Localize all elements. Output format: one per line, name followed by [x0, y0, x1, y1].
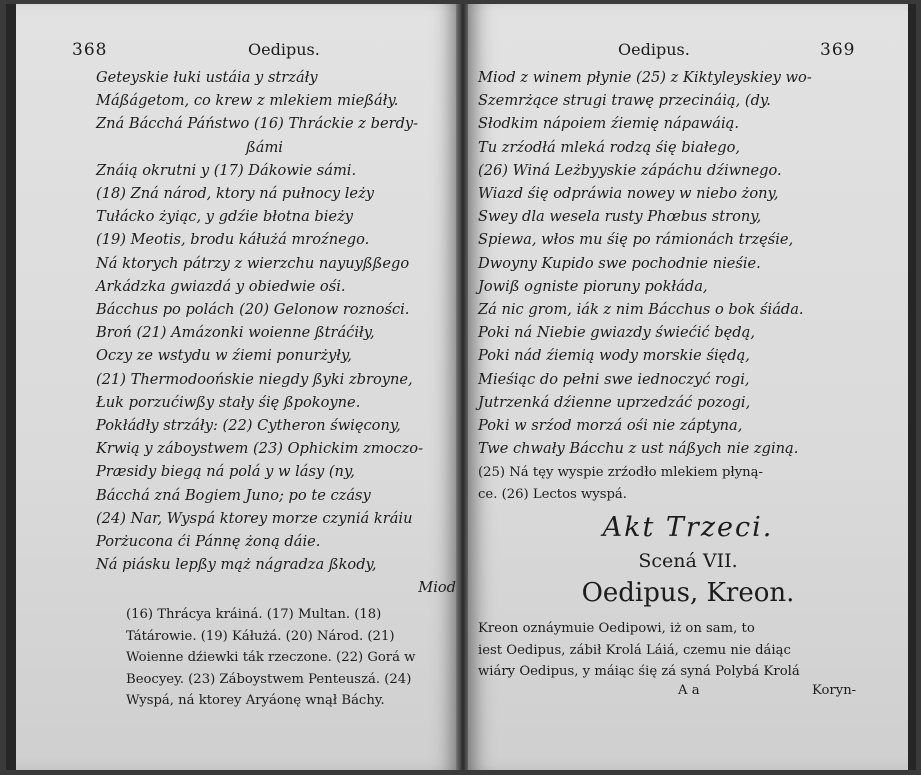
- text-line: Broń (21) Amázonki woienne ßtráćiły,: [96, 324, 375, 342]
- text-line: Mieśiąc do pełni swe iednoczyć rogi,: [478, 370, 750, 388]
- text-line: Swey dla wesela rusty Phœbus strony,: [478, 208, 762, 226]
- text-line: Twe chwały Bácchu z ust náßych nie zginą.: [478, 440, 799, 458]
- catchword: Koryn-: [812, 683, 857, 698]
- running-head-left: Oedipus.: [248, 40, 320, 59]
- text-line: Poki w srźod morzá ośi nie záptyna,: [478, 417, 743, 435]
- text-line: Woienne dźiewki ták rzeczone. (22) Gorá w: [126, 650, 416, 665]
- text-line: Zá nic grom, iák z nim Bácchus o bok śiáda.: [478, 301, 804, 319]
- text-line: (25) Ná tęy wyspie zrźodło mlekiem płyną-: [478, 465, 763, 480]
- verse-block-right: [478, 66, 838, 460]
- text-line: (24) Nar, Wyspá ktorey morze czyniá kráiu: [96, 509, 413, 527]
- verse-block-left: [96, 66, 456, 600]
- signature-mark: A a: [678, 683, 700, 698]
- text-line: Pokłádły strzáły: (22) Cytheron święcony,: [96, 417, 401, 435]
- text-line: Miod: [418, 579, 456, 597]
- text-line: ce. (26) Lectos wyspá.: [478, 486, 627, 502]
- text-line: (21) Thermodoońskie niegdy ßyki zbroyne,: [96, 370, 413, 388]
- text-line: Wyspá, ná ktorey Aryáonę wnął Báchy.: [126, 693, 385, 708]
- text-line: Tułácko żyiąc, y gdźie błotna bieży: [96, 208, 354, 226]
- text-line: Szemrżące strugi trawę przecináią, (dy.: [478, 92, 771, 110]
- left-page: [16, 4, 458, 770]
- text-line: Bácchus po polách (20) Gelonow rozności.: [96, 301, 410, 319]
- page-number-right: 369: [820, 40, 856, 60]
- text-line: Krwią y záboystwem (23) Ophickim zmoczo-: [96, 440, 424, 458]
- text-line: (19) Meotis, brodu káłużá mroźnego.: [96, 231, 370, 249]
- text-line: Wiazd śię odpráwia nowey w niebo żony,: [478, 185, 779, 203]
- text-line: Kreon oznáymuie Oedipowi, iż on sam, to: [478, 621, 755, 636]
- scene-number: Scená VII.: [638, 550, 738, 572]
- text-line: wiáry Oedipus, y máiąc śię zá syná Polybá Krolá: [478, 664, 800, 679]
- text-line: Ná piásku lepßy mąż nágradza ßkody,: [96, 556, 377, 574]
- text-line: Zná Bácchá Páństwo (16) Thráckie z berdy-: [96, 115, 419, 133]
- text-line: Poki ná Niebie gwiazdy świećić będą,: [478, 324, 755, 342]
- text-line: Bácchá zná Bogiem Juno; po te czásy: [96, 486, 371, 504]
- text-line: Tu zrźodłá mleká rodzą śię białego,: [478, 138, 741, 156]
- text-line: (16) Thrácya kráiná. (17) Multan. (18): [126, 607, 382, 622]
- running-head-right: Oedipus.: [618, 40, 690, 59]
- text-line: Arkádzka gwiazdá y obiedwie ośi.: [96, 277, 346, 295]
- text-line: iest Oedipus, zábił Krolá Láiá, czemu nie dáiąc: [478, 642, 791, 658]
- text-line: Miod z winem płynie (25) z Kiktyleyskiey wo-: [478, 69, 812, 86]
- scene-persons: Oedipus, Kreon.: [581, 578, 795, 608]
- book-spread: [6, 4, 916, 770]
- text-line: Tátárowie. (19) Káłużá. (20) Národ. (21): [126, 628, 395, 644]
- text-line: (18) Zná národ, ktory ná pułnocy leży: [96, 185, 375, 203]
- act-title: Akt Trzeci.: [602, 512, 774, 543]
- text-line: Dwoyny Kupido swe pochodnie nieśie.: [478, 254, 761, 272]
- footnotes-left: [126, 604, 456, 712]
- text-line: ßámi: [246, 138, 283, 156]
- text-line: Poki nád źiemią wody morskie śiędą,: [478, 347, 750, 365]
- text-line: Znáią okrutni y (17) Dákowie sámi.: [96, 161, 357, 179]
- text-line: Ná ktorych pátrzy z wierzchu nayuyßßego: [96, 254, 410, 272]
- page-number-left: 368: [72, 40, 108, 60]
- text-line: (26) Winá Leżbyyskie zápáchu dźiwnego.: [478, 161, 782, 179]
- text-line: Słodkim nápoiem źiemię nápawáią.: [478, 115, 739, 133]
- text-line: Oczy ze wstydu w źiemi ponurżyły,: [96, 347, 352, 365]
- text-line: Jutrzenká dźienne uprzedzáć pozogi,: [478, 393, 751, 411]
- scene-summary: [478, 618, 898, 683]
- text-line: Beocyey. (23) Záboystwem Penteuszá. (24): [126, 671, 412, 687]
- text-line: Łuk porzućiwßy stały śię ßpokoyne.: [96, 393, 361, 411]
- right-page: [468, 4, 908, 770]
- footnotes-right: [478, 462, 898, 505]
- text-line: Máßágetom, co krew z mlekiem mießáły.: [96, 92, 399, 110]
- text-line: Geteyskie łuki ustáia y strzáły: [96, 69, 318, 86]
- text-line: Præsidy biegą ná polá y w lásy (ny,: [96, 463, 355, 481]
- text-line: Spiewa, włos mu śię po rámionách trzęśie,: [478, 231, 794, 249]
- text-line: Jowiß ogniste pioruny pokłáda,: [478, 277, 708, 295]
- text-line: Porżucona ći Pánnę żoną dáie.: [96, 533, 321, 551]
